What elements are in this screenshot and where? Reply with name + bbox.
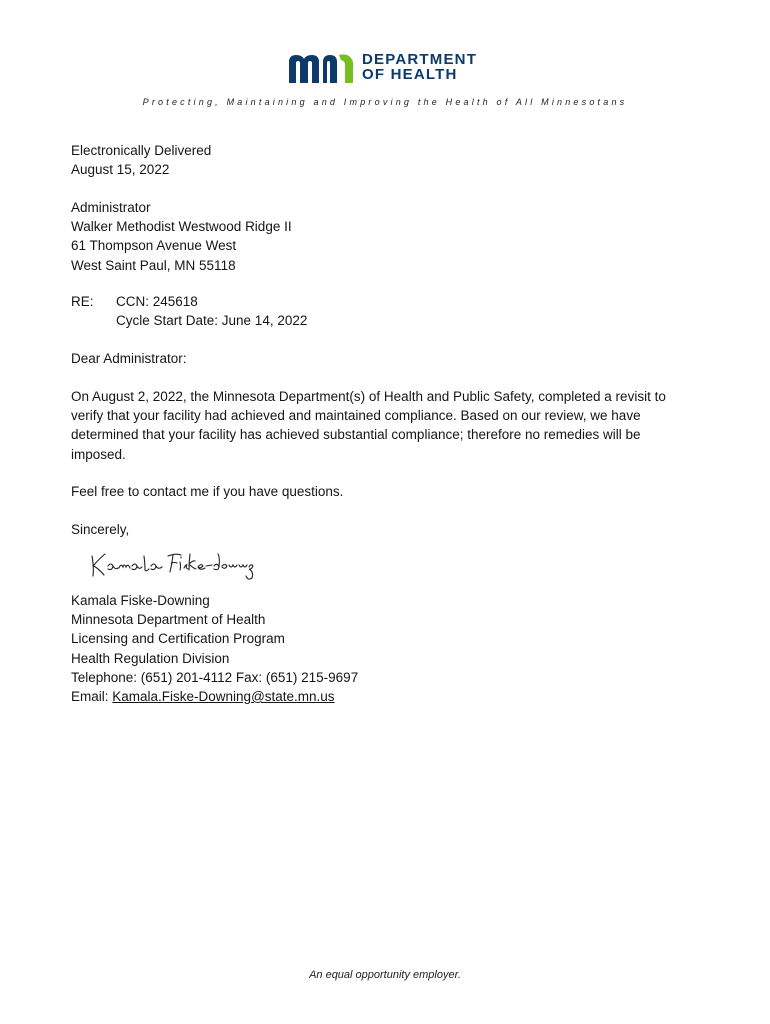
- re-block: [71, 292, 691, 330]
- delivery-block: [71, 141, 691, 179]
- handwritten-signature: [88, 548, 263, 582]
- logo-wordmark: [362, 52, 477, 82]
- body-paragraph-1: On August 2, 2022, the Minnesota Department(s) of Health and Public Safety, completed a revisit to verify that your facility had achieved and maintained compliance. Based on our review, we have determined that your facility has achieved substantial compliance; therefore no remedies will be imposed.: [71, 389, 666, 462]
- closing: Sincerely,: [71, 522, 130, 537]
- re-label: RE:: [71, 294, 94, 309]
- delivery-method: Electronically Delivered: [71, 143, 212, 158]
- recipient-street: 61 Thompson Avenue West: [71, 238, 237, 254]
- recipient-address: [71, 198, 691, 275]
- logo-line-2: OF HEALTH: [362, 66, 458, 83]
- recipient-title: Administrator: [71, 200, 151, 215]
- email-link[interactable]: Kamala.Fiske-Downing@state.mn.us: [112, 689, 335, 705]
- recipient-facility: Walker Methodist Westwood Ridge II: [71, 219, 292, 235]
- re-cycle: Cycle Start Date: June 14, 2022: [116, 313, 308, 329]
- mn-logo-icon: [289, 53, 355, 83]
- letterhead: [0, 50, 770, 86]
- email-label: Email:: [71, 689, 113, 705]
- signer-department: Minnesota Department of Health: [71, 612, 266, 628]
- signer-phone: Telephone: (651) 201-4112 Fax: (651) 215-9697: [71, 669, 359, 685]
- re-ccn: CCN: 245618: [116, 294, 198, 309]
- recipient-city: West Saint Paul, MN 55118: [71, 257, 236, 273]
- signer-division: Health Regulation Division: [71, 650, 230, 666]
- signature-block: [71, 591, 691, 706]
- salutation: Dear Administrator:: [71, 351, 187, 366]
- tagline: Protecting, Maintaining and Improving the Health of All Minnesotans: [142, 97, 628, 107]
- signer-name: Kamala Fiske-Downing: [71, 593, 210, 608]
- signer-email-line: [71, 687, 691, 706]
- signer-program: Licensing and Certification Program: [71, 631, 285, 647]
- logo-line-1: DEPARTMENT: [362, 51, 478, 68]
- body-paragraph-2: Feel free to contact me if you have questions.: [71, 484, 344, 499]
- letter-date: August 15, 2022: [71, 162, 170, 178]
- footer-note: An equal opportunity employer.: [309, 969, 461, 981]
